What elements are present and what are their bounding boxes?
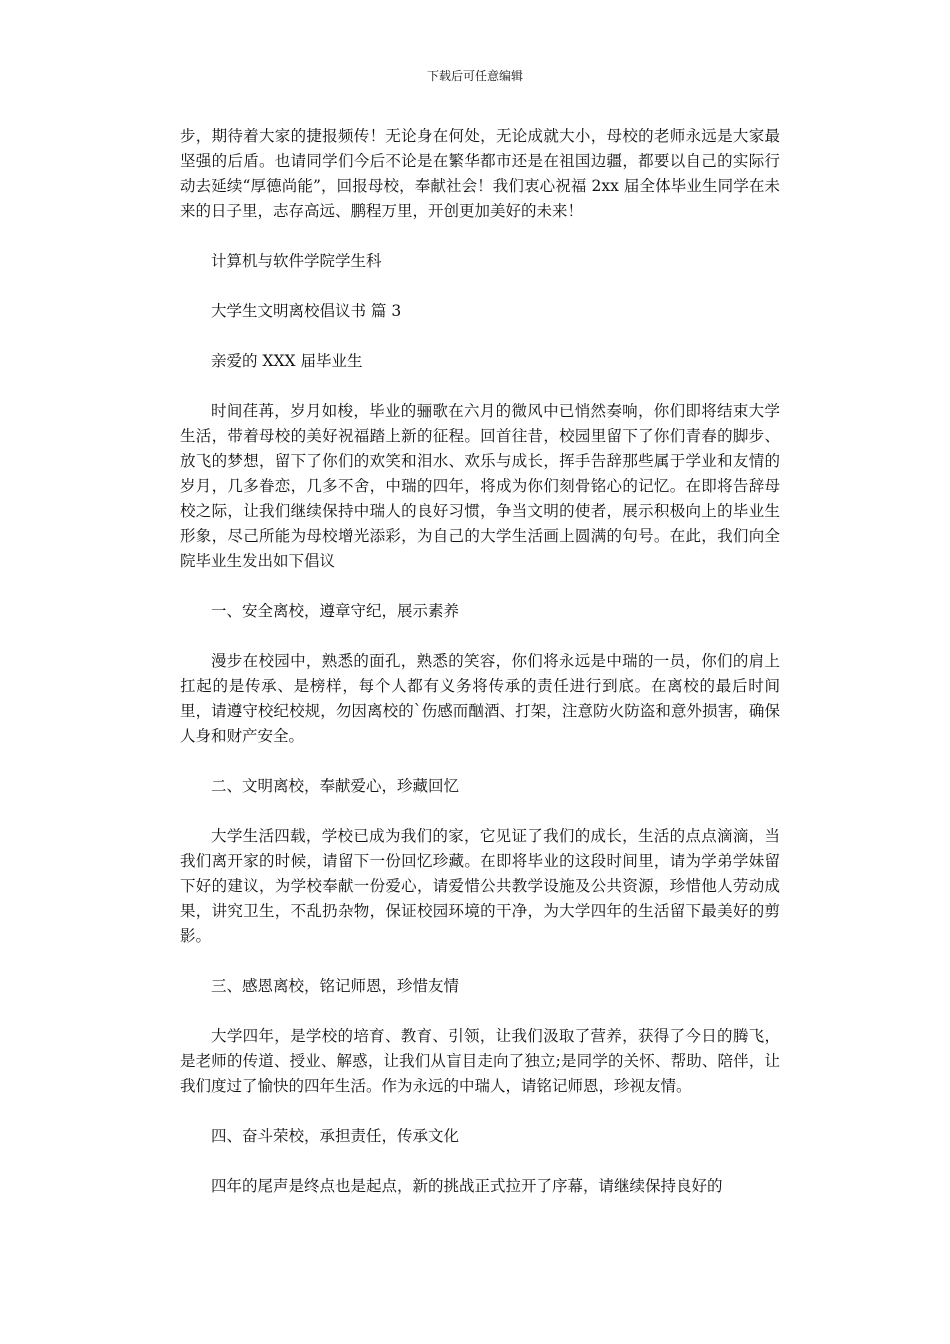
body-paragraph-two: 大学生活四载，学校已成为我们的家，它见证了我们的成长，生活的点点滴滴，当我们离开家的时候，请留下一份回忆珍藏。在即将毕业的这段时间里，请为学弟学妹留下好的建议，为学校奉献一份爱心，请爱惜公共教学设施及公共资源，珍惜他人劳动成果，讲究卫生，不乱扔杂物，保证校园环境的干净，为大学四年的生活留下最美好的剪影。 <box>180 827 780 945</box>
paragraph-gap <box>180 624 780 649</box>
paragraph-gap <box>180 799 780 824</box>
heading-three: 三、感恩离校，铭记师恩，珍惜友情 <box>211 977 460 995</box>
body-paragraph-four: 四年的尾声是终点也是起点，新的挑战正式拉开了序幕，请继续保持良好的 <box>211 1177 723 1195</box>
closing-paragraph: 步，期待着大家的捷报频传！无论身在何处，无论成就大小，母校的老师永远是大家最坚强的后盾。也请同学们今后不论是在繁华都市还是在祖国边疆，都要以自己的实际行动去延续“厚德尚能”，回报母校，奉献社会！我们衷心祝福 2xx 届全体毕业生同学在未来的日子里，志存高远、鹏程万里，开创更加美好的未来！ <box>180 127 780 220</box>
paragraph-gap <box>180 749 780 774</box>
intro-paragraph: 时间荏苒，岁月如梭，毕业的骊歌在六月的微风中已悄然奏响，你们即将结束大学生活，带着母校的美好祝福踏上新的征程。回首往昔，校园里留下了你们青春的脚步、放飞的梦想，留下了你们的欢笑和泪水、欢乐与成长，挥手告辞那些属于学业和友情的岁月，几多眷恋，几多不舍，中瑞的四年，将成为你们刻骨铭心的记忆。在即将告辞母校之际，让我们继续保持中瑞人的良好习惯，争当文明的使者，展示积极向上的毕业生形象，尽己所能为母校增光添彩，为自己的大学生活画上圆满的句号。在此，我们向全院毕业生发出如下倡议 <box>180 402 780 570</box>
body-paragraph-three: 大学四年，是学校的培育、教育、引领，让我们汲取了营养，获得了今日的腾飞，是老师的传道、授业、解惑，让我们从盲目走向了独立;是同学的关怀、帮助、陪伴，让我们度过了愉快的四年生活。作为永远的中瑞人，请铭记师恩，珍视友情。 <box>180 1027 780 1095</box>
paragraph-gap <box>180 1099 780 1124</box>
paragraph-gap <box>180 374 780 399</box>
signature-line: 计算机与软件学院学生科 <box>211 252 382 270</box>
heading-two: 二、文明离校，奉献爱心，珍藏回忆 <box>211 777 460 795</box>
paragraph-gap <box>180 324 780 349</box>
paragraph-gap <box>180 999 780 1024</box>
body-paragraph-one: 漫步在校园中，熟悉的面孔，熟悉的笑容，你们将永远是中瑞的一员，你们的肩上扛起的是传承、是榜样，每个人都有义务将传承的责任进行到底。在离校的最后时间里，请遵守校纪校规，勿因离校的`伤感而酗酒、打架，注意防火防盗和意外损害，确保人身和财产安全。 <box>180 652 780 745</box>
paragraph-gap <box>180 949 780 974</box>
section-title: 大学生文明离校倡议书 篇 3 <box>211 302 402 320</box>
document-body <box>180 124 780 1199</box>
heading-one: 一、安全离校，遵章守纪，展示素养 <box>211 602 460 620</box>
page-header: 下载后可任意编辑 <box>426 69 523 83</box>
heading-four: 四、奋斗荣校，承担责任，传承文化 <box>211 1127 460 1145</box>
paragraph-gap <box>180 574 780 599</box>
paragraph-gap <box>180 224 780 249</box>
salutation: 亲爱的 XXX 届毕业生 <box>211 352 363 370</box>
paragraph-gap <box>180 274 780 299</box>
paragraph-gap <box>180 1149 780 1174</box>
